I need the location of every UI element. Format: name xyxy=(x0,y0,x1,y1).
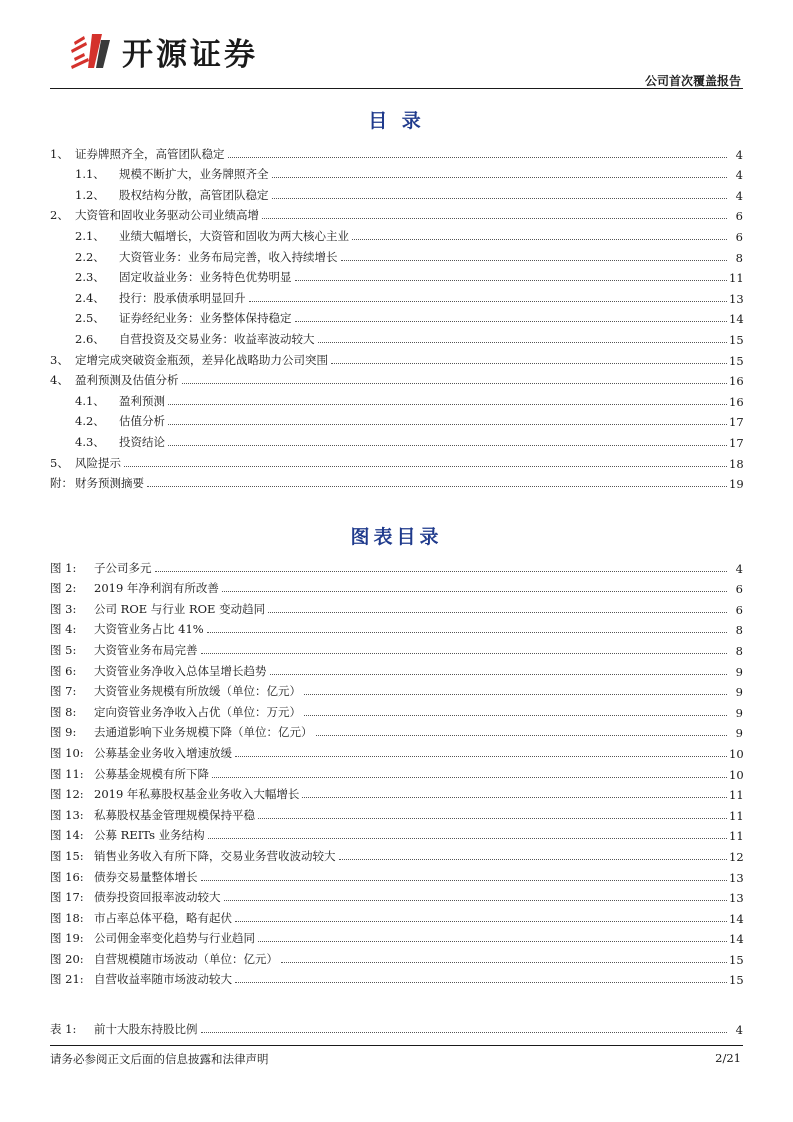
toc-entry[interactable] xyxy=(50,203,743,224)
toc-entry-page: 6 xyxy=(735,229,743,244)
toc-entry-page: 18 xyxy=(729,456,744,471)
toc-entry[interactable] xyxy=(50,182,743,203)
figure-entry-title: 自营收益率随市场波动较大 xyxy=(94,972,232,987)
dot-leader xyxy=(302,797,727,798)
dot-leader xyxy=(182,383,728,384)
figure-entry-page: 11 xyxy=(729,788,744,803)
toc-entry-number: 1、 xyxy=(50,146,69,161)
figure-entry-title: 市占率总体平稳，略有起伏 xyxy=(94,910,232,925)
dot-leader xyxy=(316,735,728,736)
dot-leader xyxy=(168,424,727,425)
figure-entry-page: 9 xyxy=(735,726,743,741)
toc-entry-number: 4.1、 xyxy=(75,393,105,408)
figure-entry-title: 子公司多元 xyxy=(94,560,152,575)
toc-entry-number: 4.2、 xyxy=(75,414,105,429)
toc-entry-title: 股权结构分散，高管团队稳定 xyxy=(119,187,269,202)
toc-entry-title: 大资管和固收业务驱动公司业绩高增 xyxy=(75,208,259,223)
toc-entry[interactable] xyxy=(50,285,743,306)
footer-disclaimer: 请务必参阅正文后面的信息披露和法律声明 xyxy=(50,1052,269,1066)
toc-entry[interactable] xyxy=(50,265,743,286)
figure-entry-title: 私募股权基金管理规模保持平稳 xyxy=(94,807,255,822)
figure-entry-number: 图 19: xyxy=(50,931,84,946)
toc-entry-page: 13 xyxy=(729,291,744,306)
figure-entry-title: 大资管业务占比 41% xyxy=(94,622,204,637)
toc-entry-page: 8 xyxy=(735,250,743,265)
figure-entry-page: 13 xyxy=(729,870,744,885)
dot-leader xyxy=(272,177,728,178)
toc-entry-number: 4、 xyxy=(50,373,69,388)
figure-entry[interactable] xyxy=(50,946,743,967)
figure-entry-page: 14 xyxy=(729,911,744,926)
figure-entry-number: 图 15: xyxy=(50,848,84,863)
toc-entry-title: 盈利预测及估值分析 xyxy=(75,373,179,388)
table-list xyxy=(50,1016,743,1037)
figure-entry-title: 大资管业务布局完善 xyxy=(94,642,198,657)
dot-leader xyxy=(222,591,727,592)
dot-leader xyxy=(235,921,727,922)
figure-entry-page: 10 xyxy=(729,746,744,761)
figure-entry-number: 图 20: xyxy=(50,951,84,966)
toc-entry-page: 17 xyxy=(729,435,744,450)
dot-leader xyxy=(339,859,728,860)
toc-entry-title: 证券牌照齐全，高管团队稳定 xyxy=(75,146,225,161)
dot-leader xyxy=(207,632,727,633)
table-entry-page: 4 xyxy=(735,1022,743,1037)
toc-entry[interactable] xyxy=(50,141,743,162)
toc-title: 目 录 xyxy=(368,110,425,132)
dot-leader xyxy=(155,571,728,572)
toc-entry[interactable] xyxy=(50,306,743,327)
figure-entry[interactable] xyxy=(50,885,743,906)
figure-entry[interactable] xyxy=(50,679,743,700)
toc-entry-title: 固定收益业务：业务特色优势明显 xyxy=(119,270,292,285)
figure-entry-page: 9 xyxy=(735,664,743,679)
toc-entry[interactable] xyxy=(50,244,743,265)
figure-entry-title: 公司 ROE 与行业 ROE 变动趋同 xyxy=(94,601,266,616)
toc-entry[interactable] xyxy=(50,388,743,409)
toc-entry-title: 投资结论 xyxy=(119,434,165,449)
toc-entry-number: 1.2、 xyxy=(75,187,105,202)
figure-entry-title: 公募基金业务收入增速放缓 xyxy=(94,745,232,760)
figure-entry-number: 图 10: xyxy=(50,745,84,760)
figure-entry[interactable] xyxy=(50,617,743,638)
figure-entry[interactable] xyxy=(50,596,743,617)
figure-entry-page: 10 xyxy=(729,767,744,782)
dot-leader xyxy=(124,466,727,467)
dot-leader xyxy=(235,982,727,983)
figure-entry-title: 定向资管业务净收入占优（单位：万元） xyxy=(94,704,301,719)
figure-entry-number: 图 5: xyxy=(50,642,77,657)
dot-leader xyxy=(262,218,727,219)
figure-entry-number: 图 9: xyxy=(50,725,77,740)
figure-entry-title: 公司佣金率变化趋势与行业趋同 xyxy=(94,931,255,946)
figure-list xyxy=(50,555,743,987)
toc-entry[interactable] xyxy=(50,409,743,430)
figure-entry[interactable] xyxy=(50,576,743,597)
toc-entry[interactable] xyxy=(50,347,743,368)
figure-entry[interactable] xyxy=(50,843,743,864)
dot-leader xyxy=(295,280,728,281)
figure-entry-title: 债券交易量整体增长 xyxy=(94,869,198,884)
toc-entry-title: 规模不断扩大，业务牌照齐全 xyxy=(119,167,269,182)
figure-entry-number: 图 11: xyxy=(50,766,84,781)
dot-leader xyxy=(208,838,727,839)
kaiyuan-logo-icon xyxy=(68,30,114,72)
figure-entry-number: 图 4: xyxy=(50,622,77,637)
dot-leader xyxy=(168,404,727,405)
brand-name: 开源证券 xyxy=(122,36,258,73)
toc-entry-page: 16 xyxy=(729,394,744,409)
toc-entry[interactable] xyxy=(50,429,743,450)
figure-entry-title: 销售业务收入有所下降，交易业务营收波动较大 xyxy=(94,848,336,863)
toc-entry[interactable] xyxy=(50,223,743,244)
figures-title: 图表目录 xyxy=(350,526,443,548)
brand-logo xyxy=(68,30,258,72)
figure-entry[interactable] xyxy=(50,823,743,844)
toc-entry-number: 3、 xyxy=(50,352,69,367)
figure-entry-title: 大资管业务规模有所放缓（单位：亿元） xyxy=(94,684,301,699)
figure-entry-page: 6 xyxy=(735,582,743,597)
figure-entry-number: 图 1: xyxy=(50,560,77,575)
toc-entry[interactable] xyxy=(50,326,743,347)
figure-entry-page: 4 xyxy=(735,561,743,576)
figure-entry-number: 图 13: xyxy=(50,807,84,822)
toc-entry-number: 1.1、 xyxy=(75,167,105,182)
toc-entry-title: 盈利预测 xyxy=(119,393,165,408)
figure-entry-page: 15 xyxy=(729,952,744,967)
dot-leader xyxy=(249,301,728,302)
figure-entry-page: 14 xyxy=(729,932,744,947)
figure-entry-number: 图 17: xyxy=(50,890,84,905)
toc-entry-number: 2.3、 xyxy=(75,270,105,285)
dot-leader xyxy=(201,653,728,654)
figure-entry-title: 自营规模随市场波动（单位：亿元） xyxy=(94,951,278,966)
figure-entry[interactable] xyxy=(50,782,743,803)
figure-entry-number: 图 16: xyxy=(50,869,84,884)
figure-entry[interactable] xyxy=(50,926,743,947)
figure-entry-page: 6 xyxy=(735,602,743,617)
toc-entry-number: 2.5、 xyxy=(75,311,105,326)
page-number: 2/21 xyxy=(715,1051,741,1065)
figure-entry[interactable] xyxy=(50,699,743,720)
dot-leader xyxy=(224,900,728,901)
toc-entry-title: 业绩大幅增长，大资管和固收为两大核心主业 xyxy=(119,228,349,243)
dot-leader xyxy=(268,612,727,613)
dot-leader xyxy=(352,239,727,240)
dot-leader xyxy=(341,260,728,261)
toc-entry-number: 2.4、 xyxy=(75,290,105,305)
figure-entry-number: 图 18: xyxy=(50,910,84,925)
toc-entry-number: 2、 xyxy=(50,208,69,223)
toc-entry[interactable] xyxy=(50,368,743,389)
toc-entry-title: 大资管业务：业务布局完善，收入持续增长 xyxy=(119,249,338,264)
toc-entry-page: 6 xyxy=(735,209,743,224)
dot-leader xyxy=(201,880,728,881)
toc-entry[interactable] xyxy=(50,471,743,492)
figure-entry-title: 去通道影响下业务规模下降（单位：亿元） xyxy=(94,725,313,740)
toc-entry-page: 11 xyxy=(729,271,744,286)
dot-leader xyxy=(235,756,727,757)
toc-entry-number: 2.1、 xyxy=(75,228,105,243)
toc-entry-number: 4.3、 xyxy=(75,434,105,449)
toc-entry-title: 投行：股承债承明显回升 xyxy=(119,290,246,305)
dot-leader xyxy=(168,445,727,446)
toc-entry-title: 定增完成突破资金瓶颈，差异化战略助力公司突围 xyxy=(75,352,328,367)
toc-entry-page: 15 xyxy=(729,353,744,368)
figure-entry-page: 8 xyxy=(735,623,743,638)
dot-leader xyxy=(258,818,727,819)
figure-entry-number: 图 21: xyxy=(50,972,84,987)
footer-divider xyxy=(50,1045,743,1046)
figure-entry[interactable] xyxy=(50,802,743,823)
dot-leader xyxy=(304,715,727,716)
figure-entry[interactable] xyxy=(50,967,743,988)
dot-leader xyxy=(228,157,728,158)
figure-entry[interactable] xyxy=(50,658,743,679)
figure-entry[interactable] xyxy=(50,637,743,658)
figure-entry-title: 2019 年私募股权基金业务收入大幅增长 xyxy=(94,787,300,802)
figure-entry-page: 11 xyxy=(729,808,744,823)
dot-leader xyxy=(147,486,727,487)
dot-leader xyxy=(331,363,727,364)
figure-entry-title: 公募 REITs 业务结构 xyxy=(94,828,205,843)
header-divider xyxy=(50,88,743,89)
dot-leader xyxy=(201,1032,728,1033)
figure-entry[interactable] xyxy=(50,864,743,885)
figure-entry-page: 11 xyxy=(729,829,744,844)
toc-entry-number: 5、 xyxy=(50,455,69,470)
table-entry-number: 表 1: xyxy=(50,1021,77,1036)
figure-entry-title: 2019 年净利润有所改善 xyxy=(94,581,219,596)
dot-leader xyxy=(272,198,728,199)
dot-leader xyxy=(295,321,728,322)
figure-entry[interactable] xyxy=(50,761,743,782)
figure-entry-number: 图 12: xyxy=(50,787,84,802)
figure-entry-title: 公募基金规模有所下降 xyxy=(94,766,209,781)
figure-entry-page: 15 xyxy=(729,973,744,988)
figure-entry-number: 图 7: xyxy=(50,684,77,699)
dot-leader xyxy=(304,694,727,695)
figure-entry-number: 图 2: xyxy=(50,581,77,596)
report-type-label: 公司首次覆盖报告 xyxy=(644,74,741,88)
toc-entry-page: 4 xyxy=(735,147,743,162)
toc-entry-number: 2.6、 xyxy=(75,331,105,346)
toc-entry-page: 14 xyxy=(729,312,744,327)
toc-entry-page: 4 xyxy=(735,188,743,203)
figure-entry-page: 12 xyxy=(729,849,744,864)
figure-entry[interactable] xyxy=(50,720,743,741)
figure-entry-page: 13 xyxy=(729,891,744,906)
figure-entry-number: 图 14: xyxy=(50,828,84,843)
table-entry[interactable] xyxy=(50,1016,743,1037)
figure-entry[interactable] xyxy=(50,740,743,761)
toc-entry-page: 15 xyxy=(729,332,744,347)
toc-entry-title: 估值分析 xyxy=(119,414,165,429)
figure-entry-page: 9 xyxy=(735,685,743,700)
toc-entry-page: 4 xyxy=(735,168,743,183)
toc-entry-title: 风险提示 xyxy=(75,455,121,470)
figure-entry-page: 9 xyxy=(735,705,743,720)
figure-entry-number: 图 8: xyxy=(50,704,77,719)
figure-entry-number: 图 6: xyxy=(50,663,77,678)
dot-leader xyxy=(212,777,727,778)
toc-entry-number: 2.2、 xyxy=(75,249,105,264)
dot-leader xyxy=(318,342,728,343)
figure-entry-title: 大资管业务净收入总体呈增长趋势 xyxy=(94,663,267,678)
figure-entry-number: 图 3: xyxy=(50,601,77,616)
toc-list xyxy=(50,141,743,491)
toc-entry-title: 证券经纪业务：业务整体保持稳定 xyxy=(119,311,292,326)
toc-entry-page: 16 xyxy=(729,374,744,389)
dot-leader xyxy=(258,941,727,942)
toc-entry-title: 财务预测摘要 xyxy=(75,476,144,491)
toc-entry-page: 17 xyxy=(729,415,744,430)
toc-entry-page: 19 xyxy=(729,477,744,492)
table-entry-title: 前十大股东持股比例 xyxy=(94,1021,198,1036)
figure-entry[interactable] xyxy=(50,905,743,926)
toc-entry-number: 附： xyxy=(50,476,73,491)
figure-entry-title: 债券投资回报率波动较大 xyxy=(94,890,221,905)
dot-leader xyxy=(281,962,727,963)
toc-entry[interactable] xyxy=(50,450,743,471)
toc-entry[interactable] xyxy=(50,162,743,183)
figure-entry-page: 8 xyxy=(735,643,743,658)
figure-entry[interactable] xyxy=(50,555,743,576)
toc-entry-title: 自营投资及交易业务：收益率波动较大 xyxy=(119,331,315,346)
dot-leader xyxy=(270,674,728,675)
